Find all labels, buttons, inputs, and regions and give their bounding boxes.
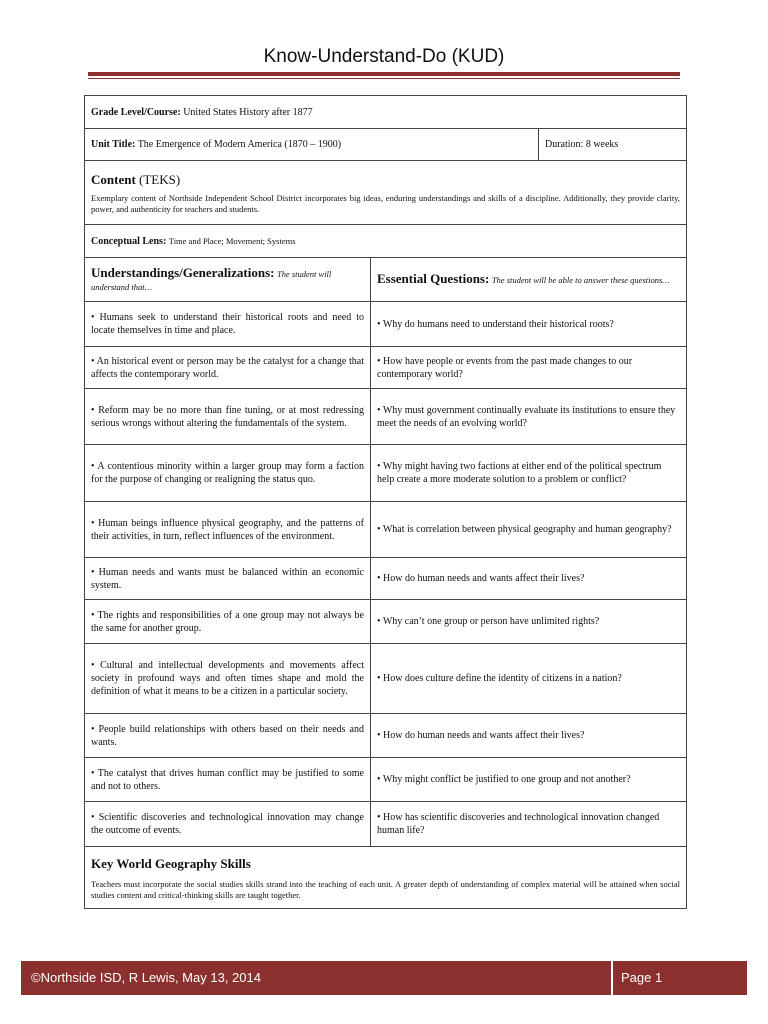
skills-description: Teachers must incorporate the social studies skills strand into the teaching of each unit. A greater depth of understanding of complex material will be attained when social studies content and critical-thinking skills are taught together.	[91, 878, 681, 900]
essential-question-cell: • Why can’t one group or person have unlimited rights?	[371, 600, 687, 644]
understanding-cell: • A contentious minority within a larger group may form a faction for the purpose of changing or realigning the status quo.	[85, 445, 371, 502]
essential-question-cell: • How does culture define the identity of citizens in a nation?	[371, 644, 687, 714]
essential-question-cell: • How has scientific discoveries and technological innovation changed human life?	[371, 802, 687, 847]
table-row	[85, 445, 687, 502]
understanding-cell: • Cultural and intellectual developments and movements affect society in profound ways and often times shape and mold the definition of what it means to be a citizen in a particular society.	[85, 644, 371, 714]
content-sub: (TEKS)	[139, 171, 181, 187]
essential-question-cell: • How do human needs and wants affect their lives?	[371, 558, 687, 600]
essential-question-cell: • How have people or events from the past made changes to our contemporary world?	[371, 347, 687, 389]
title-rule-thick	[88, 72, 680, 76]
essential-question-cell: • Why do humans need to understand their historical roots?	[371, 302, 687, 347]
content-description: Exemplary content of Northside Independent School District incorporates big ideas, enduring understandings and skills of a discipline. Additionally, they provide clarity, power, and authenticity for teachers and students.	[91, 192, 681, 214]
essential-questions-note: The student will be able to answer these questions…	[491, 275, 670, 285]
understanding-cell: • The rights and responsibilities of a one group may not always be the same for another group.	[85, 600, 371, 644]
table-row	[85, 714, 687, 758]
understanding-cell: • Human needs and wants must be balanced within an economic system.	[85, 558, 371, 600]
footer-divider	[611, 961, 613, 995]
unit-label: Unit Title:	[91, 139, 136, 150]
essential-question-cell: • What is correlation between physical geography and human geography?	[371, 502, 687, 558]
table-row	[85, 302, 687, 347]
table-row	[85, 600, 687, 644]
understanding-cell: • An historical event or person may be the catalyst for a change that affects the contemporary world.	[85, 347, 371, 389]
content-row	[85, 161, 687, 225]
footer-copyright: ©Northside ISD, R Lewis, May 13, 2014	[31, 970, 261, 985]
skills-label: Key World Geography Skills	[91, 855, 251, 871]
lens-label: Conceptual Lens:	[91, 235, 167, 247]
column-header-row	[85, 258, 687, 302]
understandings-header: Understandings/Generalizations:	[91, 264, 275, 280]
table-row	[85, 389, 687, 445]
table-row	[85, 347, 687, 389]
table-row	[85, 758, 687, 802]
understanding-cell: • Reform may be no more than fine tuning, or at most redressing serious wrongs without altering the fundamentals of the system.	[85, 389, 371, 445]
understandings-note: The student will understand that…	[91, 268, 332, 292]
table-row	[85, 558, 687, 600]
grade-value: United States History after 1877	[183, 106, 313, 118]
understanding-cell: • The catalyst that drives human conflict may be justified to some and not to others.	[85, 758, 371, 802]
grade-row	[85, 96, 687, 129]
content-label: Content	[91, 171, 136, 187]
table-row	[85, 802, 687, 847]
duration-label: Duration:	[545, 139, 584, 150]
document-title: Know-Understand-Do (KUD)	[263, 46, 505, 67]
duration-value: 8 weeks	[585, 139, 619, 150]
essential-questions-header: Essential Questions:	[377, 271, 490, 286]
table-row	[85, 502, 687, 558]
skills-row	[85, 847, 687, 909]
understanding-cell: • Humans seek to understand their historical roots and need to locate themselves in time and place.	[85, 302, 371, 347]
title-rule-thin	[88, 78, 680, 79]
lens-value: Time and Place; Movement; Systems	[168, 235, 296, 246]
page-footer	[21, 961, 747, 995]
essential-question-cell: • Why must government continually evaluate its institutions to ensure they meet the needs of an evolving world?	[371, 389, 687, 445]
kud-table	[84, 95, 687, 909]
unit-row	[85, 129, 687, 161]
essential-question-cell: • Why might conflict be justified to one group and not another?	[371, 758, 687, 802]
essential-question-cell: • Why might having two factions at either end of the political spectrum help create a more moderate solution to a problem or conflict?	[371, 445, 687, 502]
table-row	[85, 644, 687, 714]
footer-page-number: Page 1	[621, 970, 663, 985]
lens-row	[85, 225, 687, 258]
understanding-cell: • Human beings influence physical geography, and the patterns of their activities, in turn, reflect influences of the environment.	[85, 502, 371, 558]
understanding-cell: • Scientific discoveries and technological innovation may change the outcome of events.	[85, 802, 371, 847]
unit-value: The Emergence of Modern America (1870 – 1900)	[137, 139, 342, 150]
grade-label: Grade Level/Course:	[91, 106, 181, 118]
essential-question-cell: • How do human needs and wants affect their lives?	[371, 714, 687, 758]
understanding-cell: • People build relationships with others based on their needs and wants.	[85, 714, 371, 758]
